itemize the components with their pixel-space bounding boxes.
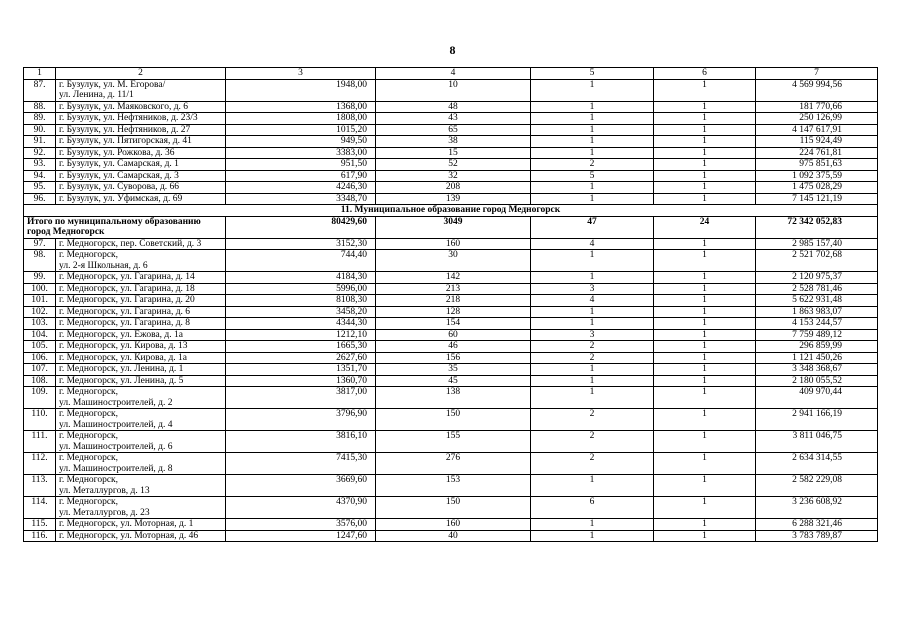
- total-row: [24, 216, 878, 238]
- total-units: 3049: [376, 216, 531, 238]
- address-cell: [56, 387, 226, 409]
- address-cell: [56, 238, 226, 250]
- amount-cell: 1 092 375,59: [756, 170, 878, 182]
- page-number: 8: [449, 43, 456, 57]
- amount-cell: 2 582 229,08: [756, 475, 878, 497]
- address-line: ул. Металлургов, д. 13: [59, 485, 150, 496]
- row-number: 98.: [24, 250, 56, 272]
- row-number: 94.: [24, 170, 56, 182]
- table-row: [24, 364, 878, 376]
- column-6-cell: 1: [654, 272, 756, 284]
- address-cell: [56, 306, 226, 318]
- units-cell: 15: [376, 147, 531, 159]
- address-line: г. Медногорск, ул. Гагарина, д. 14: [59, 272, 195, 282]
- units-cell: 138: [376, 387, 531, 409]
- amount-cell: 975 851,63: [756, 159, 878, 171]
- total-column-6: 24: [654, 216, 756, 238]
- table-row: [24, 193, 878, 205]
- column-6-cell: 1: [654, 519, 756, 531]
- address-line: г. Бузулук, ул. Суворова, д. 66: [59, 182, 180, 192]
- column-5-cell: 6: [531, 497, 654, 519]
- address-cell: [56, 364, 226, 376]
- column-number-header: 6: [654, 68, 756, 80]
- row-number: 87.: [24, 79, 56, 101]
- column-number-header-row: [24, 68, 878, 80]
- address-cell: [56, 475, 226, 497]
- section-heading-row: [24, 205, 878, 217]
- row-number: 100.: [24, 283, 56, 295]
- column-5-cell: 1: [531, 101, 654, 113]
- area-cell: 1212,10: [226, 329, 376, 341]
- column-6-cell: 1: [654, 409, 756, 431]
- address-line: ул. 2-я Школьная, д. 6: [59, 260, 148, 271]
- column-5-cell: 1: [531, 250, 654, 272]
- table-row: [24, 475, 878, 497]
- units-cell: 35: [376, 364, 531, 376]
- amount-cell: 296 859,99: [756, 341, 878, 353]
- table-row: [24, 519, 878, 531]
- address-cell: [56, 159, 226, 171]
- address-cell: [56, 329, 226, 341]
- units-cell: 218: [376, 295, 531, 307]
- address-line: г. Медногорск, ул. Моторная, д. 1: [59, 519, 194, 529]
- row-number: 103.: [24, 318, 56, 330]
- address-line: г. Медногорск, ул. Гагарина, д. 6: [59, 306, 191, 317]
- table-row: [24, 159, 878, 171]
- table-row: [24, 283, 878, 295]
- address-cell: [56, 409, 226, 431]
- units-cell: 150: [376, 409, 531, 431]
- units-cell: 139: [376, 193, 531, 205]
- column-5-cell: 1: [531, 79, 654, 101]
- amount-cell: 4 153 244,57: [756, 318, 878, 330]
- amount-cell: 5 622 931,48: [756, 295, 878, 307]
- area-cell: 3817,00: [226, 387, 376, 409]
- area-cell: 3383,00: [226, 147, 376, 159]
- column-5-cell: 2: [531, 453, 654, 475]
- address-line: г. Медногорск, ул. Кирова, д. 13: [59, 341, 188, 351]
- column-5-cell: 5: [531, 170, 654, 182]
- column-6-cell: 1: [654, 497, 756, 519]
- row-number: 99.: [24, 272, 56, 284]
- area-cell: 1665,30: [226, 341, 376, 353]
- table-row: [24, 79, 878, 101]
- units-cell: 46: [376, 341, 531, 353]
- total-amount: 72 342 052,83: [756, 216, 878, 238]
- address-line: г. Бузулук, ул. Самарская, д. 3: [59, 170, 179, 181]
- amount-cell: 181 770,66: [756, 101, 878, 113]
- column-6-cell: 1: [654, 318, 756, 330]
- address-line: г. Медногорск,: [59, 387, 119, 397]
- address-cell: [56, 341, 226, 353]
- column-6-cell: 1: [654, 364, 756, 376]
- area-cell: 8108,30: [226, 295, 376, 307]
- table-row: [24, 352, 878, 364]
- column-5-cell: 1: [531, 387, 654, 409]
- column-5-cell: 2: [531, 352, 654, 364]
- column-6-cell: 1: [654, 306, 756, 318]
- area-cell: 5996,00: [226, 283, 376, 295]
- amount-cell: 7 145 121,19: [756, 193, 878, 205]
- column-6-cell: 1: [654, 193, 756, 205]
- address-line: г. Бузулук, ул. Пятигорская, д. 41: [59, 136, 192, 146]
- address-line: г. Медногорск,: [59, 431, 119, 441]
- table-row: [24, 147, 878, 159]
- row-number: 110.: [24, 409, 56, 431]
- area-cell: 3816,10: [226, 431, 376, 453]
- row-number: 97.: [24, 238, 56, 250]
- area-cell: 1948,00: [226, 79, 376, 101]
- area-cell: 951,50: [226, 159, 376, 171]
- amount-cell: 1 121 450,26: [756, 352, 878, 364]
- amount-cell: 2 528 781,46: [756, 283, 878, 295]
- column-6-cell: 1: [654, 453, 756, 475]
- units-cell: 30: [376, 250, 531, 272]
- address-cell: [56, 136, 226, 148]
- row-number: 106.: [24, 352, 56, 364]
- table-row: [24, 306, 878, 318]
- amount-cell: 1 863 983,07: [756, 306, 878, 318]
- column-5-cell: 2: [531, 409, 654, 431]
- row-number: 108.: [24, 375, 56, 387]
- area-cell: 1351,70: [226, 364, 376, 376]
- row-number: 104.: [24, 329, 56, 341]
- area-cell: 3576,00: [226, 519, 376, 531]
- units-cell: 150: [376, 497, 531, 519]
- address-cell: [56, 318, 226, 330]
- column-5-cell: 1: [531, 364, 654, 376]
- address-line: ул. Машиностроителей, д. 4: [59, 419, 173, 430]
- amount-cell: 224 761,81: [756, 147, 878, 159]
- table-row: [24, 375, 878, 387]
- table-row: [24, 453, 878, 475]
- units-cell: 48: [376, 101, 531, 113]
- area-cell: 3348,70: [226, 193, 376, 205]
- address-line: г. Бузулук, ул. Нефтяников, д. 27: [59, 124, 191, 135]
- column-5-cell: 1: [531, 147, 654, 159]
- area-cell: 2627,60: [226, 352, 376, 364]
- address-line: ул. Машиностроителей, д. 2: [59, 397, 173, 408]
- column-6-cell: 1: [654, 431, 756, 453]
- address-line: г. Медногорск, ул. Гагарина, д. 18: [59, 283, 195, 294]
- total-area: 80429,60: [226, 216, 376, 238]
- address-line: г. Медногорск, ул. Ленина, д. 5: [59, 375, 184, 386]
- address-cell: [56, 182, 226, 194]
- address-line: г. Медногорск,: [59, 250, 119, 260]
- area-cell: 1368,00: [226, 101, 376, 113]
- column-5-cell: 2: [531, 341, 654, 353]
- column-6-cell: 1: [654, 283, 756, 295]
- table-row: [24, 250, 878, 272]
- row-number: 107.: [24, 364, 56, 376]
- address-cell: [56, 101, 226, 113]
- column-6-cell: 1: [654, 159, 756, 171]
- column-6-cell: 1: [654, 475, 756, 497]
- address-cell: [56, 519, 226, 531]
- address-cell: [56, 375, 226, 387]
- area-cell: 4246,30: [226, 182, 376, 194]
- row-number: 116.: [24, 530, 56, 542]
- column-5-cell: 1: [531, 272, 654, 284]
- units-cell: 65: [376, 124, 531, 136]
- table-row: [24, 431, 878, 453]
- address-line: г. Медногорск, ул. Моторная, д. 46: [59, 530, 199, 541]
- row-number: 96.: [24, 193, 56, 205]
- area-cell: 1808,00: [226, 113, 376, 125]
- area-cell: 617,90: [226, 170, 376, 182]
- total-column-5: 47: [531, 216, 654, 238]
- column-6-cell: 1: [654, 124, 756, 136]
- column-5-cell: 1: [531, 136, 654, 148]
- address-line: г. Бузулук, ул. Нефтяников, д. 23/3: [59, 113, 198, 123]
- column-6-cell: 1: [654, 101, 756, 113]
- column-5-cell: 1: [531, 475, 654, 497]
- address-line: г. Медногорск, ул. Гагарина, д. 20: [59, 295, 195, 305]
- column-6-cell: 1: [654, 295, 756, 307]
- column-6-cell: 1: [654, 79, 756, 101]
- row-number: 102.: [24, 306, 56, 318]
- area-cell: 1360,70: [226, 375, 376, 387]
- area-cell: 3152,30: [226, 238, 376, 250]
- column-number-header: 5: [531, 68, 654, 80]
- table-row: [24, 387, 878, 409]
- column-5-cell: 1: [531, 124, 654, 136]
- address-line: г. Медногорск,: [59, 409, 119, 419]
- units-cell: 52: [376, 159, 531, 171]
- amount-cell: 4 147 617,91: [756, 124, 878, 136]
- column-6-cell: 1: [654, 182, 756, 194]
- units-cell: 160: [376, 519, 531, 531]
- area-cell: 949,50: [226, 136, 376, 148]
- column-5-cell: 2: [531, 159, 654, 171]
- area-cell: 7415,30: [226, 453, 376, 475]
- column-5-cell: 1: [531, 318, 654, 330]
- address-cell: [56, 147, 226, 159]
- amount-cell: 1 475 028,29: [756, 182, 878, 194]
- address-line: г. Медногорск,: [59, 453, 119, 463]
- address-line: г. Бузулук, ул. Самарская, д. 1: [59, 159, 179, 169]
- table-row: [24, 272, 878, 284]
- address-line: г. Бузулук, ул. М. Егорова/: [59, 79, 166, 90]
- amount-cell: 2 521 702,68: [756, 250, 878, 272]
- column-6-cell: 1: [654, 113, 756, 125]
- row-number: 95.: [24, 182, 56, 194]
- address-line: г. Бузулук, ул. Маяковского, д. 6: [59, 101, 189, 112]
- column-number-header: 1: [24, 68, 56, 80]
- row-number: 92.: [24, 147, 56, 159]
- address-line: ул. Машиностроителей, д. 8: [59, 463, 173, 474]
- address-cell: [56, 124, 226, 136]
- table-row: [24, 318, 878, 330]
- table-row: [24, 124, 878, 136]
- units-cell: 155: [376, 431, 531, 453]
- address-cell: [56, 113, 226, 125]
- amount-cell: 115 924,49: [756, 136, 878, 148]
- address-cell: [56, 250, 226, 272]
- address-cell: [56, 272, 226, 284]
- column-6-cell: 1: [654, 136, 756, 148]
- column-5-cell: 1: [531, 530, 654, 542]
- table-row: [24, 497, 878, 519]
- area-cell: 4370,90: [226, 497, 376, 519]
- amount-cell: 2 120 975,37: [756, 272, 878, 284]
- address-line: г. Медногорск, пер. Советский, д. 3: [59, 238, 202, 249]
- units-cell: 40: [376, 530, 531, 542]
- units-cell: 38: [376, 136, 531, 148]
- column-6-cell: 1: [654, 352, 756, 364]
- row-number: 114.: [24, 497, 56, 519]
- units-cell: 128: [376, 306, 531, 318]
- amount-cell: 409 970,44: [756, 387, 878, 409]
- table-row: [24, 182, 878, 194]
- address-cell: [56, 453, 226, 475]
- amount-cell: 2 941 166,19: [756, 409, 878, 431]
- column-6-cell: 1: [654, 250, 756, 272]
- table-row: [24, 170, 878, 182]
- units-cell: 153: [376, 475, 531, 497]
- row-number: 113.: [24, 475, 56, 497]
- area-cell: 1247,60: [226, 530, 376, 542]
- column-5-cell: 1: [531, 519, 654, 531]
- amount-cell: 2 634 314,55: [756, 453, 878, 475]
- table-row: [24, 113, 878, 125]
- address-line: ул. Машиностроителей, д. 6: [59, 441, 173, 452]
- column-5-cell: 4: [531, 238, 654, 250]
- row-number: 109.: [24, 387, 56, 409]
- address-line: г. Медногорск,: [59, 475, 119, 485]
- row-number: 115.: [24, 519, 56, 531]
- amount-cell: 3 811 046,75: [756, 431, 878, 453]
- area-cell: 3796,90: [226, 409, 376, 431]
- column-number-header: 2: [56, 68, 226, 80]
- units-cell: 154: [376, 318, 531, 330]
- row-number: 90.: [24, 124, 56, 136]
- units-cell: 32: [376, 170, 531, 182]
- amount-cell: 250 126,99: [756, 113, 878, 125]
- area-cell: 3458,20: [226, 306, 376, 318]
- area-cell: 4344,30: [226, 318, 376, 330]
- column-5-cell: 1: [531, 306, 654, 318]
- address-cell: [56, 283, 226, 295]
- row-number: 111.: [24, 431, 56, 453]
- amount-cell: 3 348 368,67: [756, 364, 878, 376]
- row-number: 89.: [24, 113, 56, 125]
- column-6-cell: 1: [654, 147, 756, 159]
- units-cell: 142: [376, 272, 531, 284]
- column-5-cell: 1: [531, 182, 654, 194]
- column-6-cell: 1: [654, 530, 756, 542]
- amount-cell: 3 783 789,87: [756, 530, 878, 542]
- units-cell: 43: [376, 113, 531, 125]
- column-6-cell: 1: [654, 387, 756, 409]
- column-5-cell: 3: [531, 283, 654, 295]
- address-line: ул. Металлургов, д. 23: [59, 507, 150, 518]
- address-line: г. Бузулук, ул. Уфимская, д. 69: [59, 193, 183, 204]
- address-cell: [56, 193, 226, 205]
- table-row: [24, 530, 878, 542]
- column-number-header: 4: [376, 68, 531, 80]
- address-cell: [56, 295, 226, 307]
- row-number: 88.: [24, 101, 56, 113]
- table-row: [24, 295, 878, 307]
- table-row: [24, 136, 878, 148]
- column-5-cell: 3: [531, 329, 654, 341]
- table-row: [24, 101, 878, 113]
- address-cell: [56, 497, 226, 519]
- amount-cell: 2 180 055,52: [756, 375, 878, 387]
- address-line: г. Медногорск, ул. Ежова, д. 1а: [59, 329, 183, 340]
- amount-cell: 4 569 994,56: [756, 79, 878, 101]
- column-6-cell: 1: [654, 341, 756, 353]
- column-6-cell: 1: [654, 375, 756, 387]
- table-row: [24, 409, 878, 431]
- section-heading: 11. Муниципальное образование город Медногорск: [24, 205, 878, 217]
- amount-cell: 6 288 321,46: [756, 519, 878, 531]
- column-6-cell: 1: [654, 170, 756, 182]
- amount-cell: 3 236 608,92: [756, 497, 878, 519]
- address-cell: [56, 530, 226, 542]
- area-cell: 4184,30: [226, 272, 376, 284]
- address-line: г. Медногорск, ул. Кирова, д. 1а: [59, 352, 188, 363]
- table-row: [24, 341, 878, 353]
- address-line: г. Медногорск,: [59, 497, 119, 507]
- units-cell: 60: [376, 329, 531, 341]
- column-6-cell: 1: [654, 329, 756, 341]
- column-5-cell: 4: [531, 295, 654, 307]
- units-cell: 156: [376, 352, 531, 364]
- address-cell: [56, 170, 226, 182]
- area-cell: 744,40: [226, 250, 376, 272]
- column-5-cell: 1: [531, 193, 654, 205]
- row-number: 101.: [24, 295, 56, 307]
- address-cell: [56, 352, 226, 364]
- address-line: г. Медногорск, ул. Гагарина, д. 8: [59, 318, 191, 328]
- amount-cell: 7 759 489,12: [756, 329, 878, 341]
- units-cell: 10: [376, 79, 531, 101]
- units-cell: 160: [376, 238, 531, 250]
- amount-cell: 2 985 157,40: [756, 238, 878, 250]
- column-number-header: 3: [226, 68, 376, 80]
- row-number: 112.: [24, 453, 56, 475]
- table-row: [24, 329, 878, 341]
- column-number-header: 7: [756, 68, 878, 80]
- row-number: 93.: [24, 159, 56, 171]
- address-cell: [56, 79, 226, 101]
- area-cell: 1015,20: [226, 124, 376, 136]
- housing-register-table: [23, 67, 878, 542]
- area-cell: 3669,60: [226, 475, 376, 497]
- row-number: 105.: [24, 341, 56, 353]
- units-cell: 276: [376, 453, 531, 475]
- units-cell: 208: [376, 182, 531, 194]
- address-cell: [56, 431, 226, 453]
- address-line: г. Медногорск, ул. Ленина, д. 1: [59, 364, 184, 374]
- column-5-cell: 1: [531, 375, 654, 387]
- table-row: [24, 238, 878, 250]
- address-line: ул. Ленина, д. 11/1: [59, 90, 134, 100]
- total-label: Итого по муниципальному образованию город Медногорск: [24, 216, 226, 238]
- units-cell: 45: [376, 375, 531, 387]
- row-number: 91.: [24, 136, 56, 148]
- address-line: г. Бузулук, ул. Рожкова, д. 36: [59, 147, 175, 158]
- column-6-cell: 1: [654, 238, 756, 250]
- units-cell: 213: [376, 283, 531, 295]
- column-5-cell: 2: [531, 431, 654, 453]
- column-5-cell: 1: [531, 113, 654, 125]
